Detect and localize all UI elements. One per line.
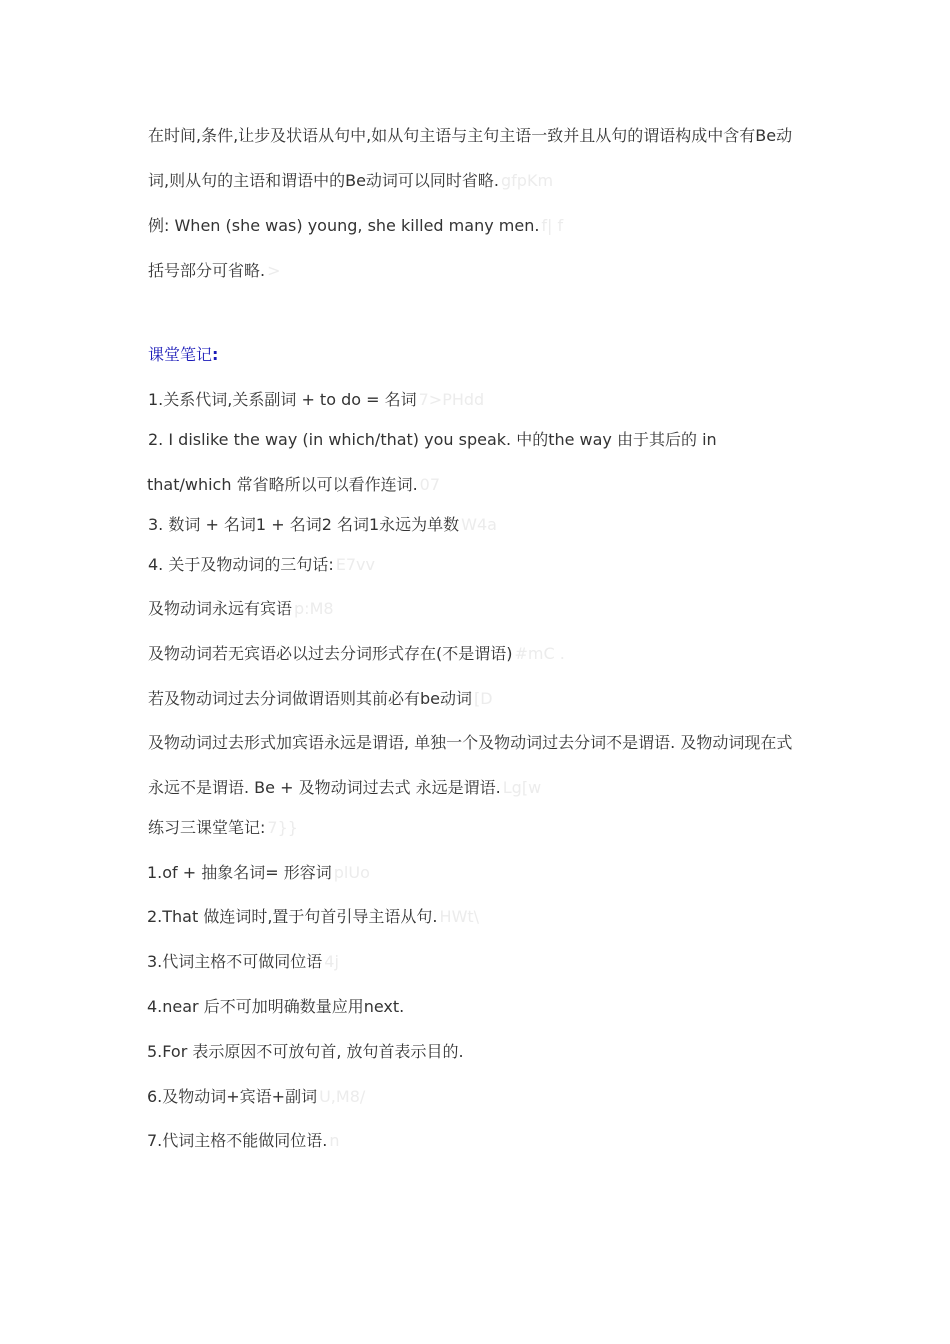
practice-item bbox=[147, 907, 479, 927]
practice-item bbox=[147, 1087, 365, 1107]
note-item bbox=[148, 733, 792, 753]
practice-heading-label: 练习三课堂笔记: bbox=[148, 818, 266, 837]
practice-item-text: 2.That 做连词时,置于句首引导主语从句. bbox=[147, 907, 438, 926]
watermark-text: n bbox=[329, 1131, 340, 1150]
practice-item-text: 7.代词主格不能做同位语. bbox=[147, 1131, 328, 1150]
paragraph-text: 在时间,条件,让步及状语从句中,如从句主语与主句主语一致并且从句的谓语构成中含有Be动 bbox=[148, 126, 793, 145]
watermark-text: 7>PHdd bbox=[418, 390, 485, 409]
practice-item-text: 1.of + 抽象名词= 形容词 bbox=[147, 863, 332, 882]
notes-heading-label: 课堂笔记 bbox=[148, 345, 213, 364]
note-item-text: that/which 常省略所以可以看作连词. bbox=[147, 475, 418, 494]
note-item bbox=[148, 430, 717, 450]
paragraph-text: 词,则从句的主语和谓语中的Be动词可以同时省略. bbox=[148, 171, 499, 190]
note-item-text: 及物动词永远有宾语 bbox=[148, 599, 293, 618]
practice-item bbox=[147, 1042, 464, 1062]
note-item bbox=[148, 689, 493, 709]
practice-item bbox=[147, 1131, 340, 1151]
note-item-text: 及物动词若无宾语必以过去分词形式存在(不是谓语) bbox=[148, 644, 513, 663]
note-item bbox=[148, 599, 334, 619]
notes-heading bbox=[148, 345, 218, 365]
note-item-text: 2. I dislike the way (in which/that) you speak. 中的the way 由于其后的 in bbox=[148, 430, 717, 449]
watermark-text: plUo bbox=[333, 863, 370, 882]
watermark-text: W4a bbox=[461, 515, 497, 534]
practice-item-text: 3.代词主格不可做同位语 bbox=[147, 952, 323, 971]
watermark-text: [D bbox=[474, 689, 493, 708]
watermark-text: Lg[w bbox=[502, 778, 542, 797]
note-text: 括号部分可省略. bbox=[148, 261, 266, 280]
watermark-text: p:M8 bbox=[294, 599, 334, 618]
note-item bbox=[148, 390, 484, 410]
practice-heading bbox=[148, 818, 298, 838]
watermark-text: U,M8/ bbox=[319, 1087, 366, 1106]
example-line bbox=[148, 216, 563, 236]
note-item bbox=[148, 515, 497, 535]
paragraph-line-1 bbox=[148, 126, 792, 146]
practice-item bbox=[147, 863, 370, 883]
watermark-text: f| f bbox=[541, 216, 564, 235]
note-item-text: 及物动词过去形式加宾语永远是谓语, 单独一个及物动词过去分词不是谓语. 及物动词现在式 bbox=[148, 733, 793, 752]
practice-item-text: 5.For 表示原因不可放句首, 放句首表示目的. bbox=[147, 1042, 464, 1061]
watermark-text: 4j bbox=[324, 952, 339, 971]
note-line bbox=[148, 261, 281, 281]
note-item-text: 3. 数词 + 名词1 + 名词2 名词1永远为单数 bbox=[148, 515, 460, 534]
practice-item-text: 4.near 后不可加明确数量应用next. bbox=[147, 997, 405, 1016]
paragraph-line-2 bbox=[148, 171, 553, 191]
note-item bbox=[148, 644, 565, 664]
note-item bbox=[148, 778, 541, 798]
note-item-text: 永远不是谓语. Be + 及物动词过去式 永远是谓语. bbox=[148, 778, 501, 797]
notes-heading-colon: : bbox=[212, 345, 219, 364]
practice-item bbox=[147, 997, 404, 1017]
watermark-text: #mC . bbox=[514, 644, 565, 663]
watermark-text: 7}} bbox=[267, 818, 298, 837]
note-item-text: 1.关系代词,关系副词 + to do = 名词 bbox=[148, 390, 417, 409]
watermark-text: > bbox=[267, 261, 281, 280]
watermark-text: 07 bbox=[419, 475, 441, 494]
note-item bbox=[148, 555, 375, 575]
watermark-text: gfpKm bbox=[501, 171, 554, 190]
note-item-text: 4. 关于及物动词的三句话: bbox=[148, 555, 334, 574]
note-item-text: 若及物动词过去分词做谓语则其前必有be动词 bbox=[148, 689, 473, 708]
watermark-text: HWt\ bbox=[439, 907, 480, 926]
note-item bbox=[147, 475, 440, 495]
practice-item-text: 6.及物动词+宾语+副词 bbox=[147, 1087, 318, 1106]
watermark-text: E7vv bbox=[335, 555, 375, 574]
practice-item bbox=[147, 952, 339, 972]
example-text: 例: When (she was) young, she killed many men. bbox=[148, 216, 540, 235]
